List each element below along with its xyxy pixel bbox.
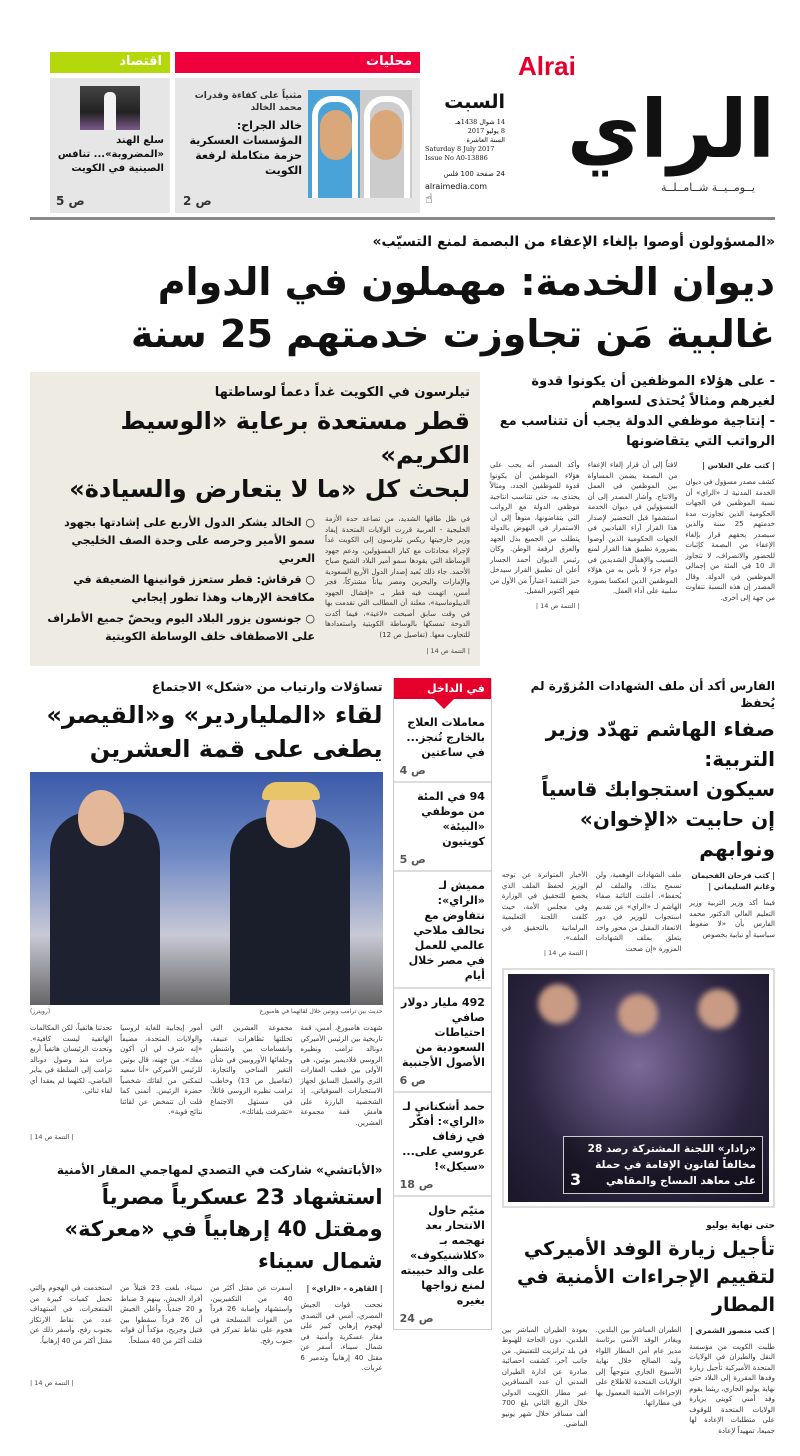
radar-caption: «رادار» اللجنة المشتركة رصد 28 مخالفاً لقانون الإقامة في حملة على معاهد المساج والمقاهي [587,1142,756,1187]
inside-item[interactable] [394,709,491,783]
lead-story[interactable] [490,372,775,611]
date-block [425,52,505,213]
continued-ref[interactable]: | التتمة ص 14 | [535,601,580,610]
teaser-economy[interactable] [50,78,170,213]
education-story[interactable] [502,678,775,958]
item-title: 492 مليار دولار صافي احتياطات السعودية من الأصول الأجنبية [401,996,485,1069]
headline-line: استشهاد 23 عسكرياً مصرياً [101,1185,383,1209]
circle-bullet-icon: ○ [301,612,315,625]
officials-photo [308,90,412,198]
circle-bullet-icon: ○ [301,516,315,529]
inside-label: في الداخل [394,678,491,699]
sinai-story[interactable] [30,1162,383,1388]
section-local[interactable]: محليات [175,52,420,73]
body-column: نجحت قوات الجيش المصري، أمس في التصدي لهجوم إرهابي كبير على مقار عسكرية وأمنية في شمال سيناء، أسفر عن مقتل 40 إرهابياً وتدمير 6 عربات. [300,1301,383,1372]
education-headline [502,714,775,864]
teaser-headline: سلع الهند «المضروبة»... تنافس الصينية في الكويت [57,135,164,174]
story-kicker: «الأباتشي» شاركت في التصدي لمهاجمي المقار الأمنية [56,1163,383,1177]
radar-box[interactable] [502,968,775,1208]
story-kicker: الفارس أكد أن ملف الشهادات المُزوّرة لم يُحفظ [530,679,775,710]
story-kicker: تيلرسون في الكويت غداً دعماً لوساطتها [214,385,470,400]
page-ref: ص 5 [56,194,85,208]
lead-points [490,372,775,452]
airport-headline [502,1235,775,1319]
website-link[interactable]: alraimedia.com [425,182,488,191]
pages-price: 24 صفحة 100 فلس [443,170,505,178]
item-title: متيّم حاول الانتحار بعد تهجمه بـ «كلاشنيكوف» على والد حبيبته لمنع زواجها بغيره [400,1204,485,1307]
masthead [30,0,775,213]
inside-item[interactable] [394,1093,491,1197]
bullet [40,610,315,646]
right-column [502,678,775,1436]
pointer-hand-icon: ☝ [425,192,433,207]
logo-latin: Alrai [518,51,576,81]
page-ref: ص 18 [399,1178,434,1191]
bullet-text: جونسون يزور البلاد اليوم ويحضّ جميع الأطراف على الاصطفاف خلف الوساطة الكويتية [47,612,315,643]
market-photo [80,86,140,130]
bullet [40,571,315,607]
continued-ref[interactable]: | التتمة ص 14 | [30,1378,74,1387]
headline-line: قطر مستعدة برعاية «الوسيط الكريم» [120,407,470,469]
body-column: فيما أكد وزير التربية وزير التعليم العالي الدكتور محمد الفارس بأن «لا ضغوط سياسية أو نيابية بخصوص [689,899,775,939]
inside-item[interactable] [394,989,491,1093]
year: السنة العاشرة [466,136,505,144]
bullet [40,514,315,568]
lead-headline[interactable] [30,256,775,360]
hijri-date: 14 شوال 1438هـ [455,118,505,126]
circle-bullet-icon: ○ [301,573,315,586]
body-column: وأكد المصدر أنه يجب على هؤلاء الموظفين أن يكونوا قدوة للموظفين الجدد، ومثالاً يحتذى به، حتى تتناسب انتاجية موظفي الدولة مع الرواتب التي يتقاضونها، منوهاً إلى أن الاستمرار في النهوض بالدولة يتطلب من الجميع بذل الجهد والعرق لرفعة الوطن. وكان رئيس الديوان أحمد الجسار أعلن أن تطبيق القرار سيدخل حيز التنفيذ اعتباراً من الأول من شهر أكتوبر المقبل. [489,461,580,595]
page-ref: 3 [570,1169,582,1189]
item-title: حمد أشكناني لـ «الراي»: أفكّر في زفاف عروسي على... «سيكل»! [402,1100,485,1173]
headline-line: لتقييم الإجراءات الأمنية في المطار [517,1265,775,1316]
page-ref: ص 6 [399,1074,426,1087]
teaser-headline: خالد الجراح: المؤسسات العسكرية حزمة متكاملة لرفعة الكويت [189,119,302,177]
headline-line: إن حابيت «الإخوان» ونوابهم [579,807,775,861]
inside-item[interactable] [394,783,491,872]
qatar-story[interactable] [30,372,480,666]
teaser-local-wrap [175,52,420,213]
body-column: تحدثنا هاتفياً، لكن المكالمات الهاتفية ليست كافية». وتحدث الرئيسان هاتفياً أربع مرات منذ وصول دونالد ترامب إلى السلطة في يناير الماضي، لكنهما لم يعقدا أي لقاء ثنائي. [30,1024,113,1095]
section-economy[interactable]: اقتصاد [50,52,170,73]
byline: | كتب منصور الشمري | [690,1325,775,1335]
story-kicker: تساؤلات وارتياب من «شكل» الاجتماع [151,679,383,694]
qatar-headline [40,404,470,506]
date-en: Saturday 8 July 2017 [425,145,495,153]
body-column: استخدمت في الهجوم والتي تحمل كميات كبيرة من المتفجرات، في استهداف عدد من نقاط الارتكاز بجنوب رفح، وأسفر ذلك عن مقتل أكثر من 40 إرهابياً. [30,1284,113,1345]
body-column: ملف الشهادات الوهمية، ولن نسمح بذلك، والملف لم يُحفظ»، أعلنت النائبة صفاء الهاشم لـ «الراي» عن تقديم استجواب للوزير في دور الانعقاد المقبل من محور واحد يتعلق بملف الشهادات المزورة «إن صحت [595,871,682,953]
headline-line: ومقتل 40 إرهابياً في «معركة» شمال سيناء [64,1217,383,1273]
body-column: لافتاً إلى أن قرار إلغاء الإعفاء من البصمة يضمن المساواة بين الموظفين في العمل والانتاج. وأشار المصدر إلى أن المسؤولين في ديوان الخدمة استشفوا قبل التحضير لإصدار هذا القرار آراء القياديين في الجهات الحكومية الذين أوصوا بضرورة تطبيق هذا القرار لمنع التسيب والإهمال الشديدين في دوام جزء لا بأس به من هؤلاء الموظفين الذين انعكسا بصورة سلبية على أداء العمل. [587,461,678,595]
page-ref: ص 24 [399,1312,434,1325]
inside-item[interactable] [394,1197,491,1329]
byline: | كتب فرحان الفحيمان وغانم السليماني | [691,871,775,891]
continued-ref[interactable]: | التتمة ص 14 | [543,948,588,957]
inside-sidebar [393,678,492,1330]
teaser-kicker: مثنياً على كفاءة وقدرات محمد الخالد [194,91,302,113]
headline-line: صفاء الهاشم تهدّد وزير التربية: [545,717,775,771]
summit-headline [30,698,383,766]
teaser-economy-wrap [50,52,170,213]
continued-ref[interactable]: | التتمة ص 14 | [426,647,470,655]
dateline: | القاهرة - «الراي» | [306,1284,383,1293]
summit-story[interactable] [30,678,383,1142]
photo-caption: حديث بين ترامب وبوتين خلال لقائهما في هامبورغ [259,1008,383,1015]
trump-putin-photo [30,772,383,1005]
page-ref: ص 5 [399,853,426,866]
headline-line: غالبية مَن تجاوزت خدمتهم 25 سنة [130,312,775,356]
headline-line: تأجيل زيارة الوفد الأميركي [523,1237,775,1260]
row-lead-qatar [30,372,775,666]
body-column: أسفرت عن مقتل أكثر من 40 من التكفيريين، واستشهاد وإصابة 26 فرداً من القوات المسلحة في هجوم على نقاط تمركز في جنوب رفح. [210,1284,293,1345]
body-column: شهدت هامبورغ، أمس، قمة تاريخية بين الرئيس الأميركي دونالد ترامب ونظيره الروسي فلاديمير بوتين، هي الأولى بين قطب العقارات الثري والعميل السابق لجهاز الاستخبارات السوفياتي، إذ الشخصية البارزة على هامش قمة مجموعة العشرين. [300,1024,383,1127]
inside-item[interactable] [394,872,491,989]
body-column: الأخبار المتواترة عن توجه الوزير لحفظ الملف الذي يخضع للتحقيق في الوزارة وفي مجلس الأمة، حيث كلفت اللجنة التعليمية البرلمانية بالتحقيق في الملف». [501,871,588,942]
issue-no: Issue No A0-13886 [425,154,488,162]
pointer-triangle-icon [434,699,454,709]
body-column: طلبت الكويت من مؤسسة النقل والطيران في الولايات المتحدة الأميركية تأجيل زيارة وفدها المقررة إلى البلاد حتى نهاية يوليو الجاري، ريثما يقوم وفد أمني كويتي بزيارة الولايات المتحدة للوقوف على متطلبات الإعادة لها جميعا، تمهيداً لإعادة [689,1342,775,1435]
tagline: يــومــيــة شــامــلــة [660,181,755,194]
masthead-divider [30,217,775,220]
qatar-bullets [40,514,315,646]
item-title: مميش لـ «الراي»: نتفاوض مع تحالف ملاحي عالمي للعمل في مصر خلال أيام [408,879,485,982]
headline-line: لقاء «الملياردير» و«القيصر» [46,701,383,729]
page-ref: ص 2 [183,194,212,208]
story-kicker: حتى نهاية يوليو [706,1220,775,1231]
headline-line: يطغى على قمة العشرين [89,735,383,763]
item-title: معاملات العلاج بالخارج تُنجز... في ساعتين [406,716,485,759]
body-column: في ظل طاقها الشديد، من تصاعد حدة الأزمة الخليجية - العربية قررت الولايات المتحدة إيفاد وزير خارجيتها ريكس تيلرسون إلى الكويت غداً لإجراء محادثات مع كبار المسؤولين، ودعم جهود الوساطة التي يقودها سمو أمير البلاد الشيخ صباح الأحمد. جاء ذلك بُعيد إصدار الدول الأربع السعودية والإمارات والبحرين ومصر بياناً مشتركاً، فجر أمس، اتهمت فيه قطر بـ «إفشال الجهود الديبلوماسية»، معلنة أن المطالب التي تقدمت بها في وقت سابق أصبحت «لاغية»، فيما أكدت الدوحة تمسكها بالوساطة الكويتية واستعدادها للتجاوب معها. (تفاصيل ص 12) [325,515,470,639]
lead-point: - على هؤلاء الموظفين أن يكونوا قدوة لغيرهم ومثالاً يُحتذى لسواهم [531,374,775,409]
left-column [30,678,383,1388]
lead-point: - إنتاجية موظفي الدولة يجب أن تتناسب مع الرواتب التي يتقاضونها [499,414,775,449]
raid-photo [508,974,769,1202]
lead-kicker: «المسؤولون أوصوا بإلغاء الإعفاء من البصمة لمنع التسيّب» [372,234,775,250]
body-column: بعودة الطيران المباشر بين البلدين، دون الحاجة للهبوط في بلد ترانزيت للتفتيش. من جانب آخر، كشفت احصائية صادرة عن ادارة الطيران المدني أن عدد المسافرين عبر مطار الكويت الدولي خلال الربع الثاني بلغ 700 ألف مسافر خلال شهر يونيو الماضي. [501,1325,588,1428]
body-column: سيناء، بلغت 23 قتيلاً من أفراد الجيش، بينهم 3 ضباط و 20 جندياً. وأعلن الجيش أن 26 فرداً سقطوا بين قتيل وجريح، مؤكداً أن قواته قتلت أكثر من 40 مسلحاً. [120,1284,203,1345]
logo-arabic: الراي [567,83,775,176]
day: السبت [444,91,505,113]
photo-credit: (رويترز) [30,1008,51,1015]
body-column: الطيران المباشر بين البلدين. ويغادر الوفد الأمني برئاسة مدير عام أمن المطار اللواء وليد الصالح خلال نهاية الأسبوع الجاري متوجهاً إلى الولايات المتحدة للاطلاع على الإجراءات الأمنية المعمول بها في مطاراتها. [595,1325,682,1407]
teaser-local[interactable] [175,78,420,213]
row-lower [30,678,775,1436]
body-column: كشف مصدر مسؤول في ديوان الخدمة المدنية لـ «الراي» أن نسبة الموظفين في الجهات الحكومية الذين تجاوزت مدة خدمتهم 25 سنة والذين سيصدر بحقهم قرار بإلغاء الإعفاء من البصمة كإثبات للحضور والانصراف، لا تتجاوز الـ 10 في المئة من إجمالي الموظفين في الدولة. وقال المصدر إن هذه النسبة تتفاوت من جهة إلى أخرى. [685,478,775,602]
body-column: أمور إيجابية للغاية لروسيا والولايات المتحدة، مضيفاً «إنه شرف لي أن أكون معك». من جهته، قال بوتين للرئيس الأميركي «أنا سعيد لتمكني من لقائك شخصياً حضرة الرئيس. أتمنى كما قلت أن تتمخض عن لقائنا نتائج قوية». [120,1024,203,1116]
headline-line: لبحث كل «ما لا يتعارض والسيادة» [69,475,470,503]
bullet-text: قرقاش: قطر ستعزز قوانينها الضعيفة في مكافحة الإرهاب وهذا تطور إيجابي [73,573,315,604]
continued-ref[interactable]: | التتمة ص 14 | [30,1133,74,1141]
item-title: 94 في المئة من موظفي «البيئة» كويتيون [417,790,485,848]
masthead-logo [510,52,775,213]
headline-line: ديوان الخدمة: مهملون في الدوام [157,260,775,304]
body-column: مجموعة العشرين التي تخللتها تظاهرات عنيفة، وانقسامات بين واشنطن وحلفائها الأوروبيين في شأن التغير المناخي والتجارة. (تفاصيل ص 13) وخاطب ترامب نظيره الروسي قائلاً: في مستهل الاجتماع «تشرفت بلقائك». [210,1024,293,1116]
gregorian-date: 8 يوليو 2017 [467,127,505,135]
byline: | كتب علي العلاس | [702,461,775,470]
sinai-headline [30,1181,383,1277]
airport-story[interactable] [502,1220,775,1437]
bullet-text: الخالد يشكر الدول الأربع على إشادتها بجهود سمو الأمير وحرصه على وحدة الصف الخليجي العربي [64,516,315,565]
page-ref: ص 4 [399,764,426,777]
headline-line: سيكون استجوابك قاسياً [541,777,775,801]
